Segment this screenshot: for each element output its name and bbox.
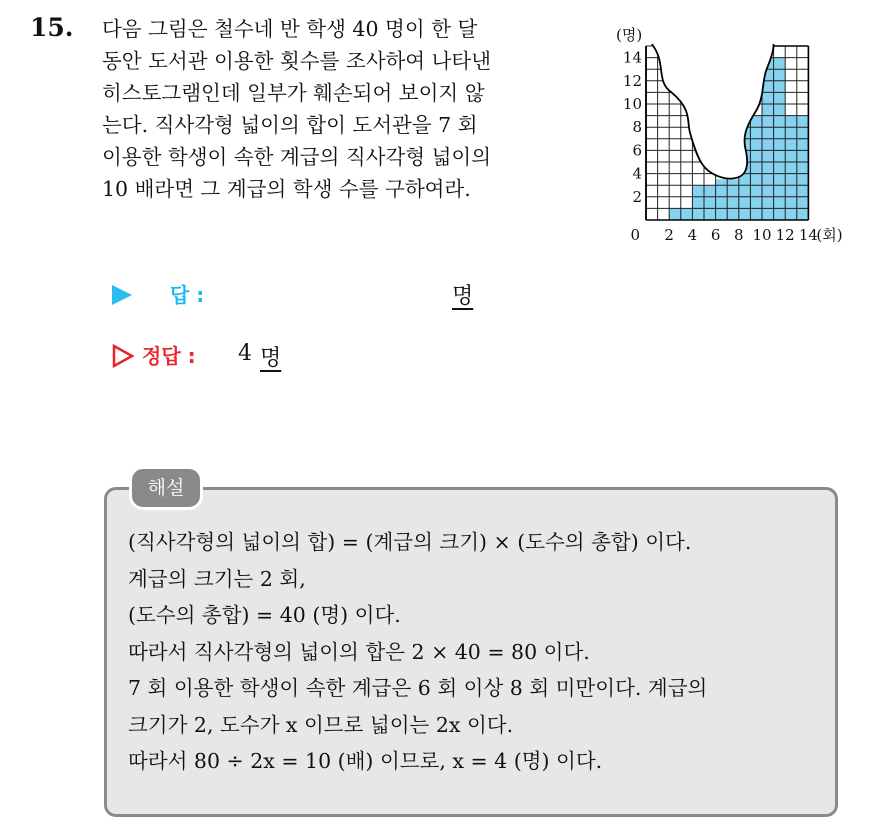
question-line: 는다. 직사각형 넓이의 합이 도서관을 7 회 xyxy=(102,113,478,137)
explanation-line: 따라서 80 ÷ 2x = 10 (배) 이므로, x = 4 (명) 이다. xyxy=(128,749,603,773)
y-tick-label: 12 xyxy=(622,71,642,90)
play-triangle-icon xyxy=(112,285,132,305)
correct-answer-label: 정답 : xyxy=(142,344,196,368)
explanation-text xyxy=(128,524,828,780)
y-tick-label: 10 xyxy=(622,95,642,113)
explanation-line: 따라서 직사각형의 넓이의 합은 2 × 40 = 80 이다. xyxy=(128,639,590,664)
y-tick-label: 2 xyxy=(632,187,642,206)
correct-answer-unit: 명 xyxy=(260,346,282,371)
explanation-line: (도수의 총합) = 40 (명) 이다. xyxy=(128,603,401,627)
question-line: 히스토그램인데 일부가 훼손되어 보이지 않 xyxy=(102,81,485,105)
correct-answer-value: 4 xyxy=(238,341,252,366)
outline-triangle-icon xyxy=(112,344,134,368)
answer-label: 답 : xyxy=(170,283,205,307)
x-tick-label: 4 xyxy=(687,226,698,244)
answer-unit: 명 xyxy=(452,284,474,309)
explanation-line: 7 회 이용한 학생이 속한 계급은 6 회 이상 8 회 미만이다. 계급의 xyxy=(128,676,708,700)
x-tick-label: 8 xyxy=(734,226,744,244)
x-axis-unit: (회) xyxy=(816,226,843,244)
question-line: 이용한 학생이 속한 계급의 직사각형 넓이의 xyxy=(102,145,492,169)
x-tick-label: 2 xyxy=(664,226,674,244)
explanation-line: (직사각형의 넓이의 합) = (계급의 크기) × (도수의 총합) 이다. xyxy=(128,530,692,554)
question-line: 다음 그림은 철수네 반 학생 40 명이 한 달 xyxy=(102,17,478,41)
explanation-line: 크기가 2, 도수가 x 이므로 넓이는 2x 이다. xyxy=(128,712,514,737)
x-tick-label: 6 xyxy=(710,226,721,244)
y-tick-label: 4 xyxy=(632,164,642,183)
question-line: 10 배라면 그 계급의 학생 수를 구하여라. xyxy=(102,177,471,201)
x-tick-label: 10 xyxy=(752,226,772,244)
explanation-tab: 해설 xyxy=(129,466,203,510)
x-tick-label: 0 xyxy=(630,226,640,244)
correct-answer-row xyxy=(112,340,412,374)
answer-row xyxy=(112,279,512,313)
y-tick-label: 14 xyxy=(622,48,642,67)
x-tick-label: 12 xyxy=(775,226,795,244)
question-text xyxy=(102,13,602,205)
question-number: 15. xyxy=(30,13,74,42)
question-line: 동안 도서관 이용한 횟수를 조사하여 나타낸 xyxy=(102,49,492,73)
y-tick-label: 8 xyxy=(632,118,642,137)
explanation-line: 계급의 크기는 2 회, xyxy=(128,566,306,591)
y-tick-label: 6 xyxy=(632,141,642,160)
x-tick-label: 14 xyxy=(798,226,818,244)
histogram-chart xyxy=(612,18,872,248)
y-axis-label: (명) xyxy=(616,26,643,44)
